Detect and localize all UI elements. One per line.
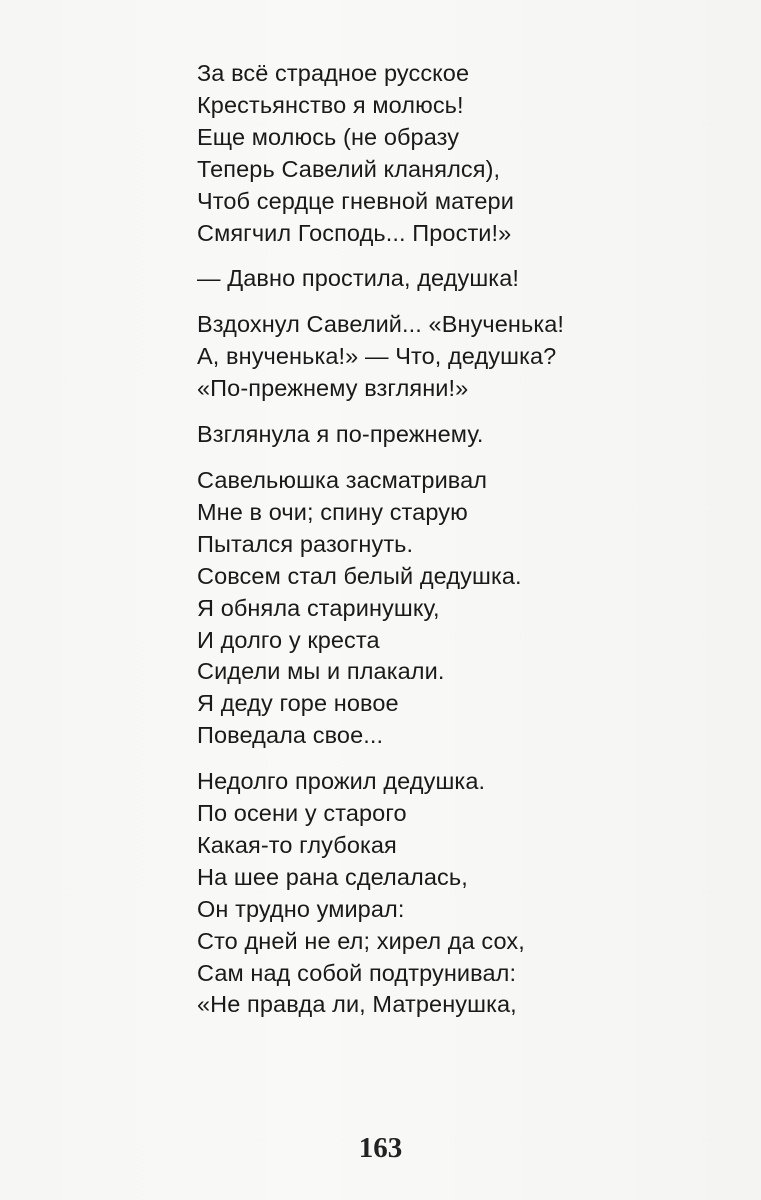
stanza-4	[197, 419, 717, 451]
stanza-3	[197, 309, 717, 405]
stanza-5	[197, 465, 717, 752]
verse-line: Еще молюсь (не образу	[197, 123, 460, 150]
stanza-6	[197, 766, 717, 1021]
verse-line: Сам над собой подтрунивал:	[197, 959, 517, 986]
page-number: 163	[358, 1132, 403, 1164]
verse-line: А, внученька!» — Что, дедушка?	[197, 343, 557, 370]
poem-text	[197, 58, 717, 1021]
verse-line: — Давно простила, дедушка!	[197, 265, 519, 292]
verse-line: И долго у креста	[197, 626, 380, 653]
verse-line: Взглянула я по-прежнему.	[197, 421, 484, 448]
stanza-2	[197, 263, 717, 295]
verse-line: Какая-то глубокая	[197, 831, 397, 858]
verse-line: Чтоб сердце гневной матери	[197, 187, 514, 214]
verse-line: Он трудно умирал:	[197, 895, 405, 922]
verse-line: «Не правда ли, Матренушка,	[197, 991, 517, 1018]
stanza-1	[197, 58, 717, 249]
verse-line: За всё страдное русское	[197, 60, 470, 86]
verse-line: Я обняла старинушку,	[197, 594, 440, 621]
verse-line: Сидели мы и плакали.	[197, 658, 445, 685]
verse-line: Вздохнул Савелий... «Внученька!	[197, 311, 565, 338]
verse-line: На шее рана сделалась,	[197, 863, 468, 890]
verse-line: Сто дней не ел; хирел да сох,	[197, 927, 525, 954]
verse-line: По осени у старого	[197, 800, 407, 827]
verse-line: Крестьянство я молюсь!	[197, 91, 464, 118]
verse-line: Теперь Савелий кланялся),	[197, 155, 501, 182]
verse-line: Поведала свое...	[197, 722, 384, 749]
verse-line: Совсем стал белый дедушка.	[197, 562, 522, 589]
verse-line: Пытался разогнуть.	[197, 530, 414, 557]
verse-line: Мне в очи; спину старую	[197, 498, 468, 525]
verse-line: Смягчил Господь... Прости!»	[197, 219, 512, 246]
verse-line: Савельюшка засматривал	[197, 466, 488, 493]
verse-line: Недолго прожил дедушка.	[197, 768, 486, 795]
verse-line: Я деду горе новое	[197, 690, 399, 717]
verse-line: «По-прежнему взгляни!»	[197, 375, 469, 402]
